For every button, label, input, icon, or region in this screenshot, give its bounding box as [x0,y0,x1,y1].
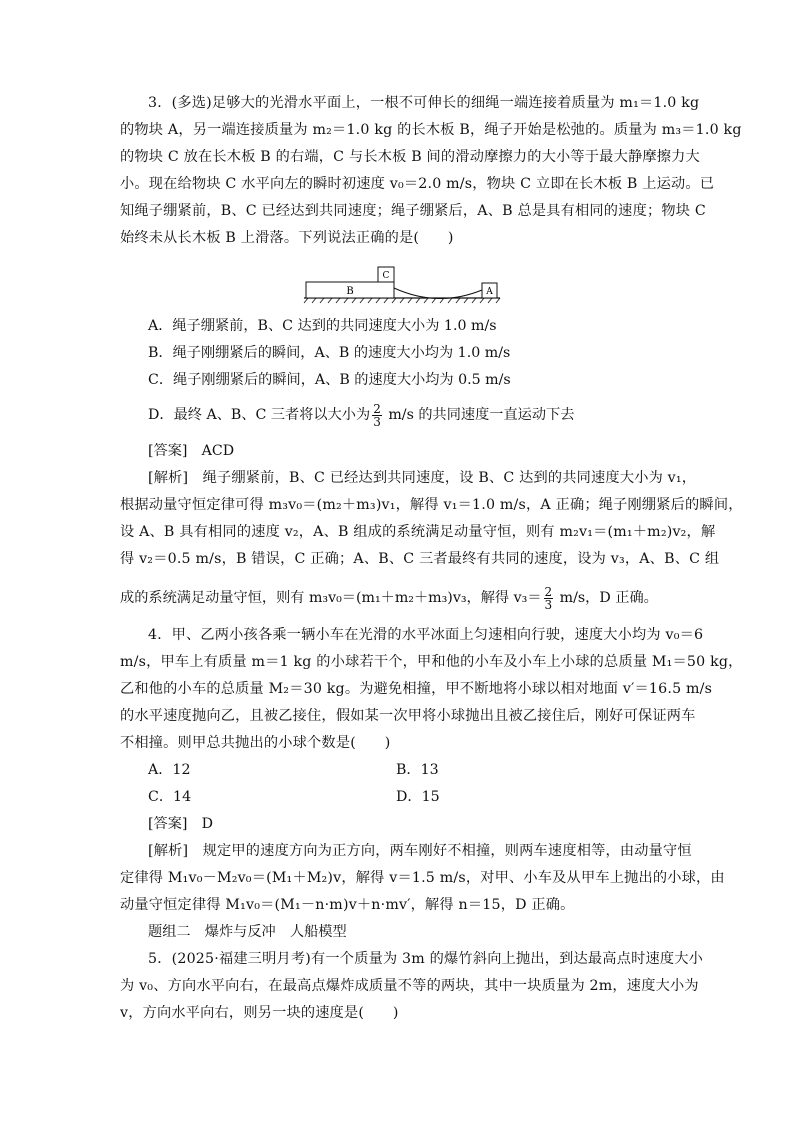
rope [394,288,482,299]
q5-line-3: v，方向水平向右，则另一块的速度是( ) [120,1005,399,1021]
q4-line-5: 不相撞。则甲总共抛出的小球个数是( ) [120,735,391,751]
q3-option-b: B．绳子刚绷紧后的瞬间，A、B 的速度大小均为 1.0 m/s [148,345,511,361]
q4-analysis-line-1: [解析] 规定甲的速度方向为正方向，两车刚好不相撞，则两车速度相等，由动量守恒 [148,843,692,859]
q4-answer: [答案] D [148,816,214,832]
label-b: B [346,286,354,297]
q3-analysis-line-2: 根据动量守恒定律可得 m₃v₀＝(m₂＋m₃)v₁，解得 v₁＝1.0 m/s，A 正确；绳子刚绷紧后的瞬间， [120,497,743,513]
fraction-two-thirds [372,403,382,428]
label-a: A [486,287,493,297]
q3-analysis-line-3: 设 A、B 具有相同的速度 v₂，A、B 组成的系统满足动量守恒，则有 m₂v₁＝(m₁＋m₂)v₂，解 [120,524,716,540]
q3-option-a: A．绳子绷紧前，B、C 达到的共同速度大小为 1.0 m/s [148,318,497,334]
fraction-two-thirds-2 [544,586,554,611]
q3-analysis-line-4: 得 v₂＝0.5 m/s，B 错误，C 正确；A、B、C 三者最终有共同的速度，设为 v₃，A、B、C 组 [120,551,720,567]
q5-line-1: 5．(2025·福建三明月考)有一个质量为 3m 的爆竹斜向上抛出，到达最高点时速度大小 [148,951,704,967]
label-c: C [382,271,390,281]
block-board-diagram [300,262,504,306]
q3-line-6: 始终未从长木板 B 上滑落。下列说法正确的是( ) [120,230,454,246]
q4-option-a: A．12 [148,762,191,778]
q3-analysis [120,465,743,573]
q3-line-4: 小。现在给物块 C 水平向左的瞬时初速度 v₀＝2.0 m/s，物块 C 立即在长木板 B 上运动。已 [120,176,715,192]
question-3-stem [120,90,742,252]
q3-line-3: 的物块 C 放在长木板 B 的右端，C 与长木板 B 间的滑动摩擦力的大小等于最大静摩擦力大 [120,149,700,165]
fraction-numerator: 2 [373,401,381,416]
q4-line-1: 4．甲、乙两小孩各乘一辆小车在光滑的水平冰面上匀速相向行驶，速度大小均为 v₀＝6 [148,627,704,643]
q3-line-1: 3．(多选)足够大的光滑水平面上，一根不可伸长的细绳一端连接着质量为 m₁＝1.0 kg [148,95,700,111]
q3-analysis-line-1: [解析] 绳子绷紧前，B、C 已经达到共同速度，设 B、C 达到的共同速度大小为 v₁， [148,470,697,486]
q4-analysis-line-2: 定律得 M₁v₀－M₂v₀＝(M₁＋M₂)v，解得 v＝1.5 m/s，对甲、小车及从甲车上抛出的小球，由 [120,870,725,886]
q3-line-5: 知绳子绷紧前，B、C 已经达到共同速度；绳子绷紧后，A、B 总是具有相同的速度；物块 C [120,203,706,219]
q3-analysis-line-5-tail: m/s，D 正确。 [555,590,658,606]
question-5-stem [120,946,704,1027]
q4-option-b: B．13 [396,762,439,778]
question-4-stem [120,622,743,757]
q4-analysis [120,838,725,919]
fraction-denominator: 3 [373,414,381,429]
q5-line-2: 为 v₀、方向水平向右，在最高点爆炸成质量不等的两块，其中一块质量为 2m，速度大小为 [120,978,699,994]
q3-line-2: 的物块 A，另一端连接质量为 m₂＝1.0 kg 的长木板 B，绳子开始是松弛的。质量为 m₃＝1.0 kg [120,122,742,138]
q3-option-d-text: D．最终 A、B、C 三者将以大小为 [148,407,371,423]
q3-option-d [148,402,574,429]
q4-line-4: 的水平速度抛向乙，且被乙接住，假如某一次甲将小球抛出且被乙接住后，刚好可保证两车 [120,708,696,724]
q3-option-c: C．绳子刚绷紧后的瞬间，A、B 的速度大小均为 0.5 m/s [148,372,511,388]
section-heading-group-2: 题组二 爆炸与反冲 人船模型 [148,924,347,940]
q3-analysis-line-5 [120,585,658,612]
q4-line-2: m/s，甲车上有质量 m＝1 kg 的小球若干个，甲和他的小车及小车上小球的总质量 M₁＝50 kg， [120,654,743,670]
q4-line-3: 乙和他的小车的总质量 M₂＝30 kg。为避免相撞，甲不断地将小球以相对地面 v′＝16.5 m/s [120,681,713,697]
q3-analysis-line-5-text: 成的系统满足动量守恒，则有 m₃v₀＝(m₁＋m₂＋m₃)v₃，解得 v₃＝ [120,590,542,606]
q3-answer: [答案] ACD [148,443,235,459]
fraction-numerator-2: 2 [544,584,553,599]
q4-option-d: D．15 [396,789,440,805]
q3-option-d-tail: m/s 的共同速度一直运动下去 [383,407,575,423]
fraction-denominator-2: 3 [544,597,553,612]
q4-option-c: C．14 [148,789,192,805]
q4-analysis-line-3: 动量守恒定律得 M₁v₀＝(M₁－n·m)v＋n·mv′，解得 n＝15，D 正确。 [120,897,575,913]
